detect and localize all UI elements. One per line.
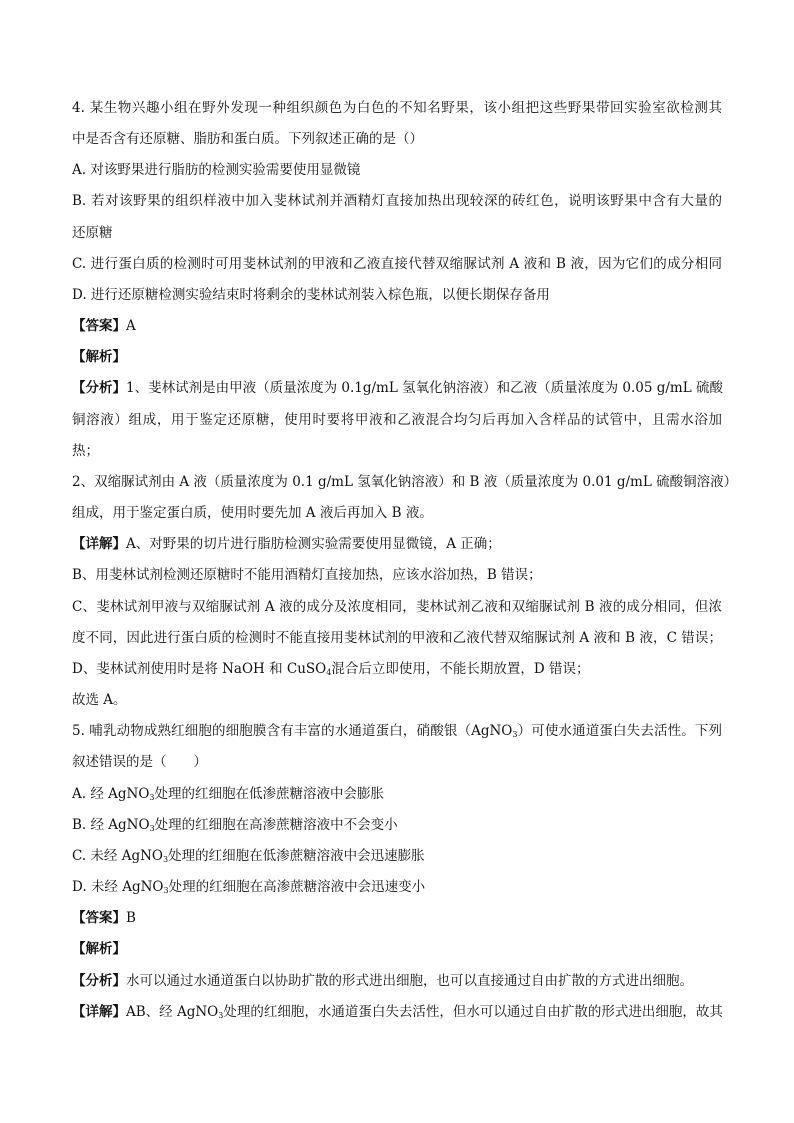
analysis-label: 【解析】: [72, 941, 126, 957]
q5-answer: [72, 908, 136, 928]
q5-analysis-heading: [72, 939, 126, 959]
q5-stem-line-1: [72, 721, 722, 741]
answer-label: 【答案】: [72, 910, 126, 926]
subscript: 3: [512, 730, 518, 739]
q4-option-b-line-2: 还原糖: [72, 225, 113, 241]
subscript: 3: [163, 886, 169, 895]
q4-conclusion: 故选 A。: [72, 692, 127, 708]
q5-option-a: [72, 784, 384, 804]
option-text-post: 处理的红细胞在低渗蔗糖溶液中会膨胀: [154, 786, 384, 802]
q4-stem-line-2: 中是否含有还原糖、脂肪和蛋白质。下列叙述正确的是（）: [72, 131, 423, 147]
q4-xiangjie-line-2: B、用斐林试剂检测还原糖时不能用酒精灯直接加热，应该水浴加热，B 错误；: [72, 567, 542, 583]
xiangjie-text: A、对野果的切片进行脂肪检测实验需要使用显微镜，A 正确；: [126, 536, 501, 552]
q4-option-d: D. 进行还原糖检测实验结束时将剩余的斐林试剂装入棕色瓶，以便长期保存备用: [72, 287, 550, 303]
fenxi-text: 1、斐林试剂是由甲液（质量浓度为 0.1g/mL 氢氧化钠溶液）和乙液（质量浓度为 0.05 g/mL 硫酸: [126, 380, 723, 396]
xiangjie-text-post: 处理的红细胞，水通道蛋白失去活性，但水可以通过自由扩散的形式进出细胞，故其: [223, 1004, 723, 1020]
q4-xiangjie-line-1: [72, 534, 501, 554]
option-text-post: 处理的红细胞在高渗蔗糖溶液中会迅速变小: [168, 879, 426, 895]
q4-fenxi-line-2: 铜溶液）组成，用于鉴定还原糖，使用时要将甲液和乙液混合均匀后再加入含样品的试管中，且需水浴加: [72, 412, 722, 428]
q4-analysis-heading: [72, 347, 126, 367]
subscript: 3: [149, 793, 155, 802]
option-text-post: 处理的红细胞在低渗蔗糖溶液中会迅速膨胀: [168, 848, 425, 864]
subscript: 4: [326, 668, 332, 677]
subscript: 3: [163, 855, 169, 864]
xiangjie-label: 【详解】: [72, 536, 126, 552]
subscript: 3: [149, 824, 155, 833]
fenxi-label: 【分析】: [72, 973, 126, 989]
q4-fenxi-line-5: 组成，用于鉴定蛋白质，使用时要先加 A 液后再加入 B 液。: [72, 505, 433, 521]
q5-option-b: [72, 815, 398, 835]
option-text-pre: A. 经 AgNO: [72, 786, 150, 802]
q4-xiangjie-line-3: C、斐林试剂甲液与双缩脲试剂 A 液的成分及浓度相同，斐林试剂乙液和双缩脲试剂 B 液的成分相同，但浓: [72, 599, 722, 615]
xiangjie-text-pre: AB、经 AgNO: [126, 1004, 219, 1020]
xiangjie-text-pre: D、斐林试剂使用时是将 NaOH 和 CuSO: [72, 661, 327, 677]
answer-label: 【答案】: [72, 318, 126, 334]
option-text-pre: C. 未经 AgNO: [72, 848, 163, 864]
q4-option-c: C. 进行蛋白质的检测时可用斐林试剂的甲液和乙液直接代替双缩脲试剂 A 液和 B 液，因为它们的成分相同: [72, 256, 722, 272]
q5-fenxi-line-1: [72, 971, 693, 991]
q5-stem-line-2: 叙述错误的是（ ）: [72, 754, 207, 770]
option-text-pre: D. 未经 AgNO: [72, 879, 164, 895]
option-text-post: 处理的红细胞在高渗蔗糖溶液中不会变小: [154, 817, 398, 833]
q4-fenxi-line-1: [72, 378, 722, 398]
q5-xiangjie-line-1: [72, 1002, 722, 1022]
q4-stem-line-1: 4. 某生物兴趣小组在野外发现一种组织颜色为白色的不知名野果，该小组把这些野果带回实验室欲检测其: [72, 100, 722, 116]
q5-option-c: [72, 846, 425, 866]
q5-stem-post: ）可使水通道蛋白失去活性。下列: [517, 723, 722, 739]
q4-option-a: A. 对该野果进行脂肪的检测实验需要使用显微镜: [72, 162, 361, 178]
answer-value: B: [126, 910, 136, 926]
q4-fenxi-line-4: 2、双缩脲试剂由 A 液（质量浓度为 0.1 g/mL 氢氧化钠溶液）和 B 液（质量浓度为 0.01 g/mL 硫酸铜溶液）: [72, 474, 738, 490]
q5-option-d: [72, 877, 425, 897]
q5-stem-pre: 5. 哺乳动物成熟红细胞的细胞膜含有丰富的水通道蛋白，硝酸银（AgNO: [72, 723, 513, 739]
analysis-label: 【解析】: [72, 349, 126, 365]
q4-xiangjie-line-5: [72, 659, 589, 679]
fenxi-label: 【分析】: [72, 380, 126, 396]
xiangjie-label: 【详解】: [72, 1004, 126, 1020]
q4-fenxi-line-3: 热；: [72, 443, 99, 459]
q4-option-b-line-1: B. 若对该野果的组织样液中加入斐林试剂并酒精灯直接加热出现较深的砖红色，说明该野果中含有大量的: [72, 193, 722, 209]
subscript: 3: [218, 1011, 224, 1020]
option-text-pre: B. 经 AgNO: [72, 817, 150, 833]
answer-value: A: [126, 318, 136, 334]
q4-answer: [72, 316, 136, 336]
xiangjie-text-post: 混合后立即使用，不能长期放置，D 错误；: [331, 661, 590, 677]
q4-xiangjie-line-4: 度不同，因此进行蛋白质的检测时不能直接用斐林试剂的甲液和乙液代替双缩脲试剂 A 液和 B 液，C 错误；: [72, 630, 722, 646]
fenxi-text: 水可以通过水通道蛋白以协助扩散的形式进出细胞，也可以直接通过自由扩散的方式进出细胞。: [126, 973, 693, 989]
